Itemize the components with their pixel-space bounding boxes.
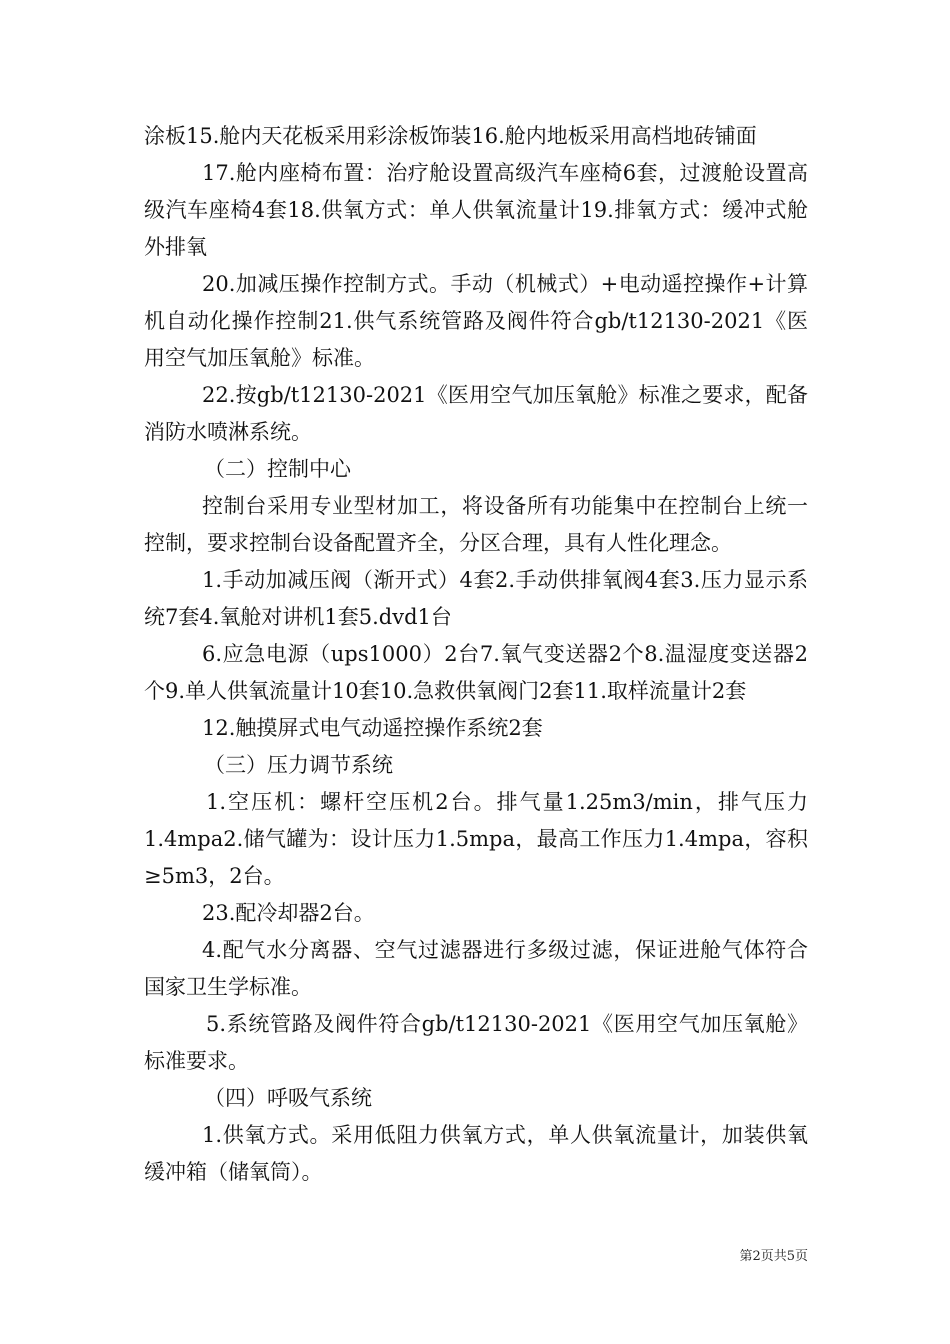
paragraph: 4.配气水分离器、空气过滤器进行多级过滤，保证进舱气体符合国家卫生学标准。 bbox=[144, 938, 808, 999]
section-heading: （三）压力调节系统 bbox=[204, 753, 393, 777]
paragraph: 6.应急电源（ups1000）2台7.氧气变送器2个8.温湿度变送器2个9.单人供氧流量计10套10.急救供氧阀门2套11.取样流量计2套 bbox=[144, 642, 808, 703]
paragraph: 涂板15.舱内天花板采用彩涂板饰装16.舱内地板采用高档地砖铺面 bbox=[144, 124, 757, 148]
paragraph: 5.系统管路及阀件符合gb/t12130-2021《医用空气加压氧舱》标准要求。 bbox=[144, 1012, 808, 1073]
paragraph: 1.空压机：螺杆空压机2台。排气量1.25m3/min，排气压力1.4mpa2.储气罐为：设计压力1.5mpa，最高工作压力1.4mpa，容积≥5m3，2台。 bbox=[144, 790, 808, 888]
body-text bbox=[144, 118, 808, 1191]
paragraph: 1.手动加减压阀（渐开式）4套2.手动供排氧阀4套3.压力显示系统7套4.氧舱对讲机1套5.dvd1台 bbox=[144, 568, 808, 629]
paragraph: 22.按gb/t12130-2021《医用空气加压氧舱》标准之要求，配备消防水喷淋系统。 bbox=[144, 383, 808, 444]
paragraph: 控制台采用专业型材加工，将设备所有功能集中在控制台上统一控制，要求控制台设备配置齐全，分区合理，具有人性化理念。 bbox=[144, 494, 808, 555]
paragraph: 23.配冷却器2台。 bbox=[202, 901, 375, 925]
page-number: 第2页共5页 bbox=[739, 1249, 808, 1264]
section-heading: （二）控制中心 bbox=[204, 457, 351, 481]
paragraph: 12.触摸屏式电气动遥控操作系统2套 bbox=[202, 716, 543, 740]
paragraph: 20.加减压操作控制方式。手动（机械式）+电动遥控操作+计算机自动化操作控制21.供气系统管路及阀件符合gb/t12130-2021《医用空气加压氧舱》标准。 bbox=[144, 272, 808, 370]
paragraph: 17.舱内座椅布置：治疗舱设置高级汽车座椅6套，过渡舱设置高级汽车座椅4套18.供氧方式：单人供氧流量计19.排氧方式：缓冲式舱外排氧 bbox=[144, 161, 808, 259]
section-heading: （四）呼吸气系统 bbox=[204, 1086, 372, 1110]
paragraph: 1.供氧方式。采用低阻力供氧方式，单人供氧流量计，加装供氧缓冲箱（储氧筒）。 bbox=[144, 1123, 808, 1184]
